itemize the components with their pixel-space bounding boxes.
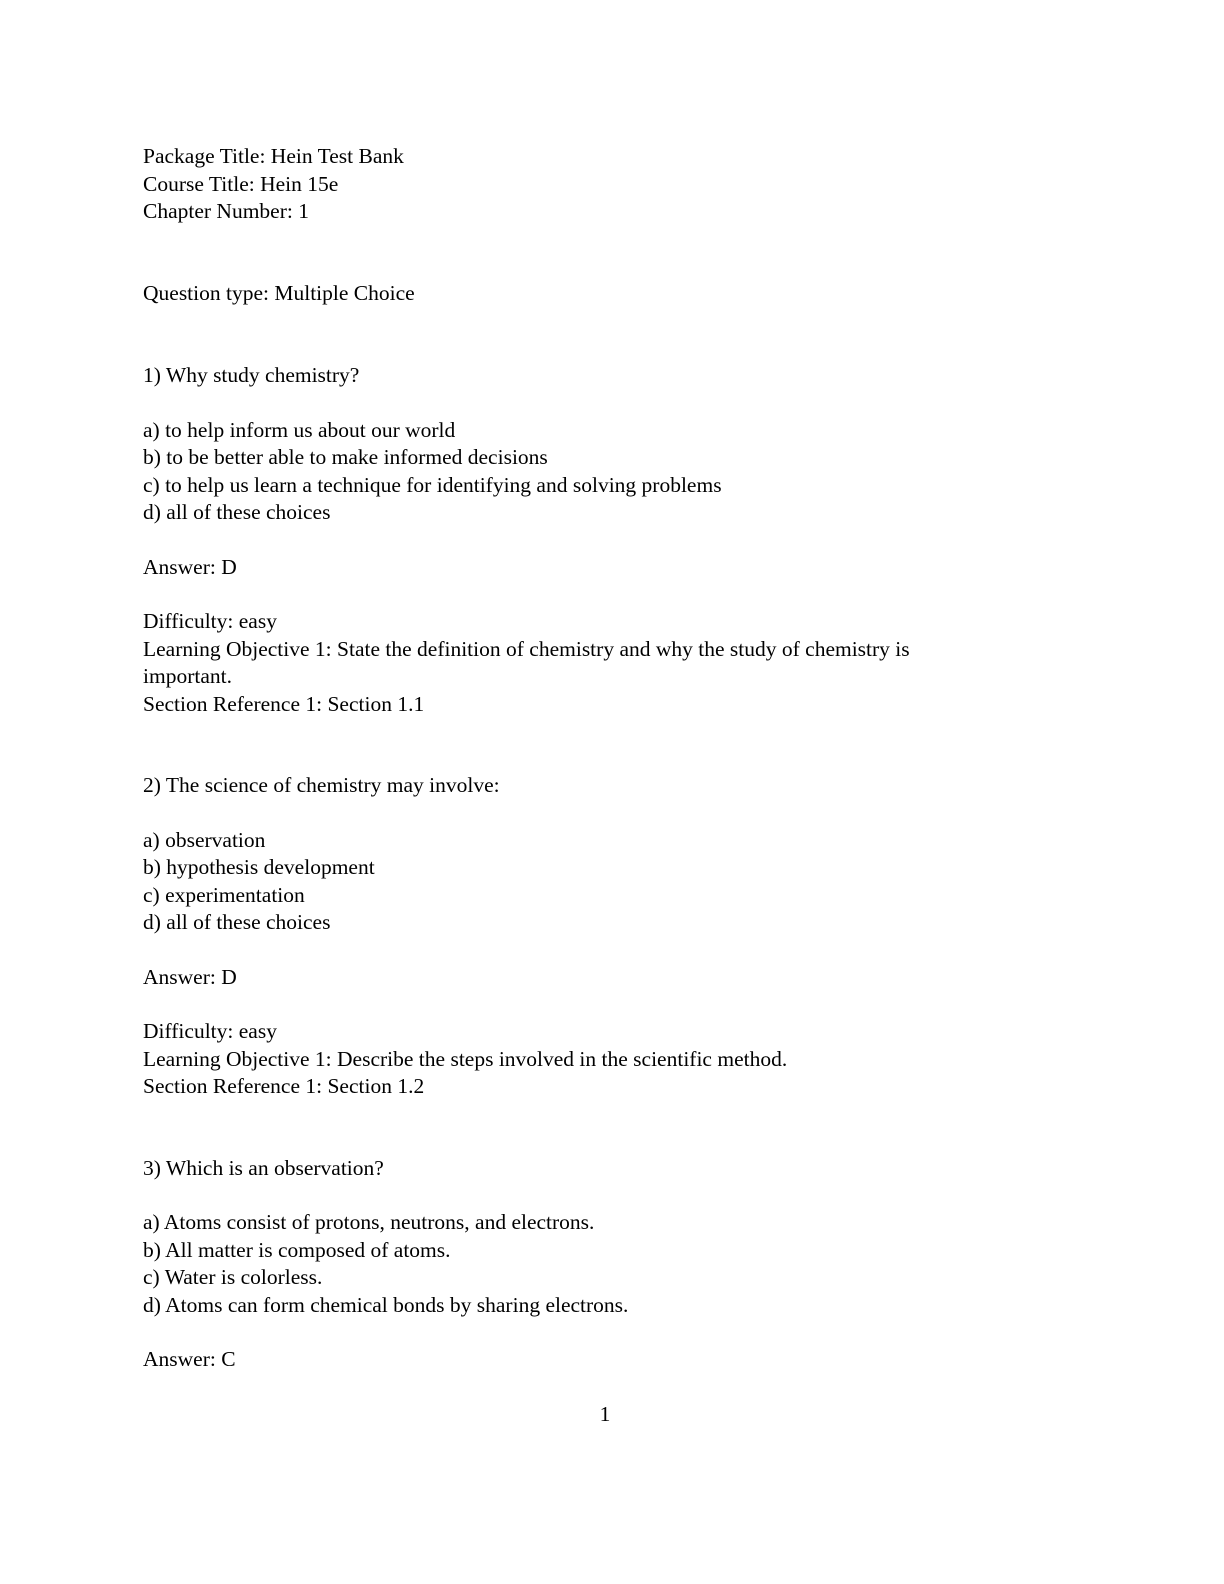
question-prompt: 3) Which is an observation? [143,1155,384,1180]
choice-item: c) Water is colorless. [143,1265,323,1289]
answer: Answer: C [143,1347,236,1371]
chapter-number: Chapter Number: 1 [143,199,309,223]
question-block [143,362,1003,718]
learning-objective: Learning Objective 1: State the definition of chemistry and why the study of chemistry is important. [143,636,916,688]
choice-item: a) to help inform us about our world [143,417,456,442]
choice-item: b) to be better able to make informed decisions [143,445,548,469]
choice-list [143,1209,1003,1319]
question-type: Question type: Multiple Choice [143,280,415,305]
section-reference: Section Reference 1: Section 1.1 [143,691,425,716]
answer: Answer: D [143,554,237,579]
answer: Answer: D [143,964,237,989]
choice-item: d) Atoms can form chemical bonds by sharing electrons. [143,1292,629,1317]
document-header [143,143,1003,226]
choice-item: d) all of these choices [143,500,331,524]
page-content [143,143,1003,1374]
choice-item: b) hypothesis development [143,855,375,879]
question-block [143,772,1003,1101]
course-title: Course Title: Hein 15e [143,171,339,196]
page-number: 1 [599,1402,611,1426]
difficulty: Difficulty: easy [143,1019,277,1043]
choice-item: d) all of these choices [143,910,331,934]
question-prompt: 1) Why study chemistry? [143,363,360,387]
choice-list [143,417,1003,527]
choice-item: c) experimentation [143,882,305,907]
package-title: Package Title: Hein Test Bank [143,144,404,168]
choice-item: a) Atoms consist of protons, neutrons, and electrons. [143,1210,595,1234]
choice-item: c) to help us learn a technique for identifying and solving problems [143,472,722,497]
choice-item: b) All matter is composed of atoms. [143,1237,451,1262]
choice-item: a) observation [143,827,266,852]
question-block [143,1155,1003,1374]
question-prompt: 2) The science of chemistry may involve: [143,773,500,797]
choice-list [143,827,1003,937]
section-reference: Section Reference 1: Section 1.2 [143,1074,425,1098]
learning-objective: Learning Objective 1: Describe the steps involved in the scientific method. [143,1046,788,1071]
difficulty: Difficulty: easy [143,609,277,633]
